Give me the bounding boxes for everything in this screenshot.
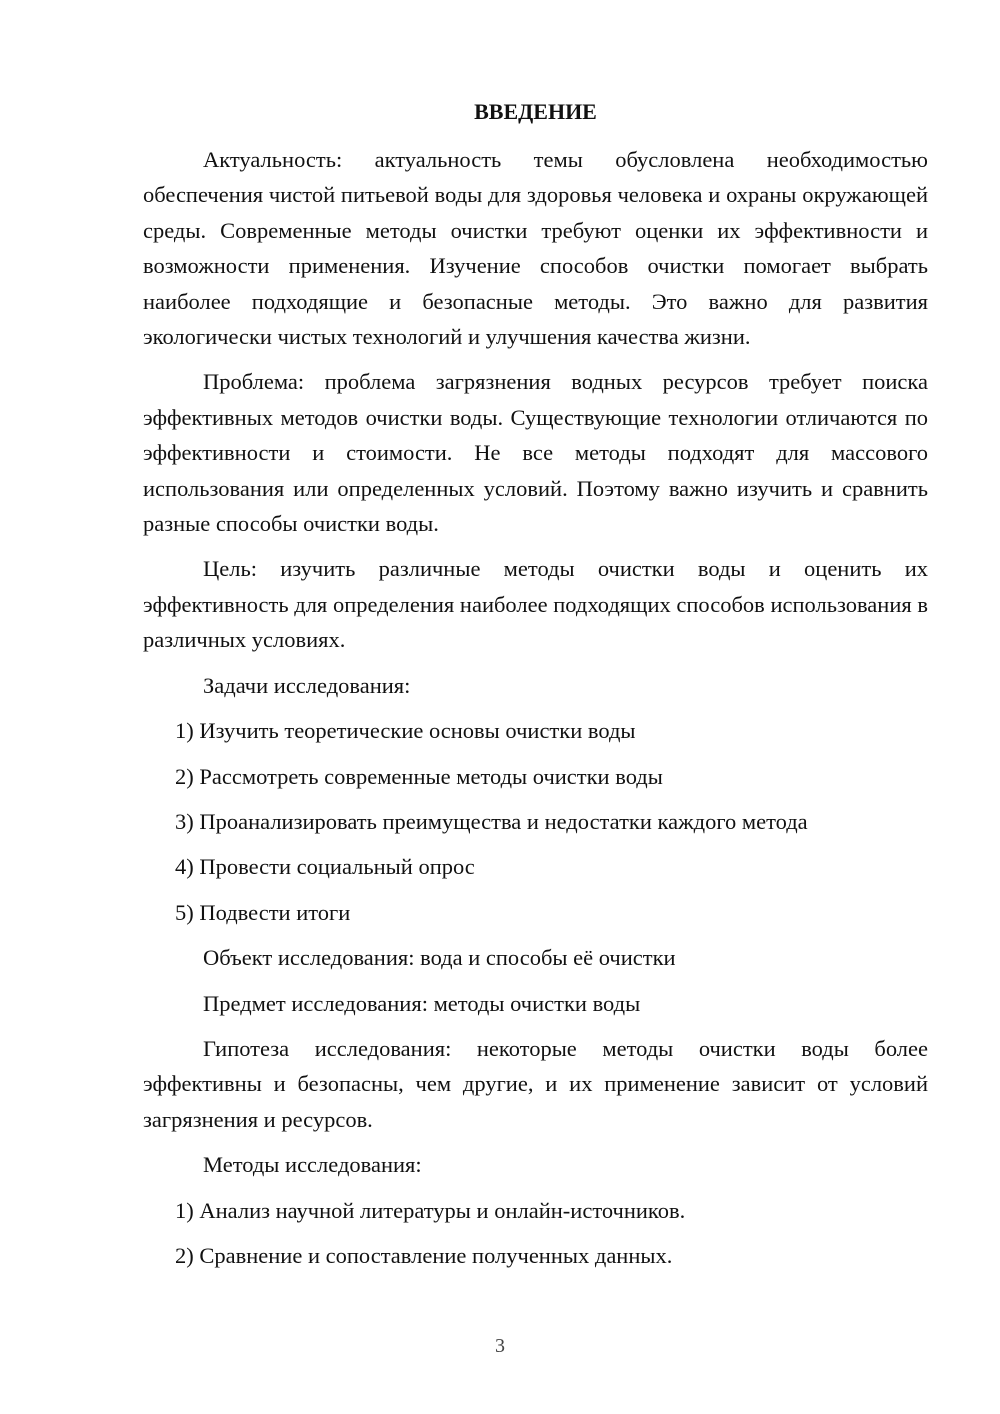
task-item-3: 3) Проанализировать преимущества и недостатки каждого метода — [175, 808, 808, 834]
hypothesis-paragraph: Гипотеза исследования: некоторые методы очистки воды более эффективны и безопасны, чем другие, и их применение зависит от условий загрязнения и ресурсов. — [143, 1035, 928, 1132]
research-subject: Предмет исследования: методы очистки воды — [203, 990, 641, 1016]
task-item-4: 4) Провести социальный опрос — [175, 854, 475, 880]
relevance-paragraph: Актуальность: актуальность темы обусловлена необходимостью обеспечения чистой питьевой воды для здоровья человека и охраны окружающей среды. Современные методы очистки требуют оценки их эффективности и возможности применения. Изучение способов очистки помогает выбрать наиболее подходящие и безопасные методы. Это важно для развития экологически чистых технологий и улучшения качества жизни. — [143, 147, 928, 350]
task-item-1: 1) Изучить теоретические основы очистки воды — [175, 718, 636, 744]
task-item-2: 2) Рассмотреть современные методы очистки воды — [175, 763, 663, 789]
page-title: ВВЕДЕНИЕ — [474, 99, 597, 124]
problem-paragraph: Проблема: проблема загрязнения водных ресурсов требует поиска эффективных методов очистки воды. Существующие технологии отличаются по эффективности и стоимости. Не все методы подходят для массового использования или определенных условий. Поэтому важно изучить и сравнить разные способы очистки воды. — [143, 369, 928, 537]
tasks-heading: Задачи исследования: — [203, 672, 411, 698]
task-item-5: 5) Подвести итоги — [175, 899, 351, 925]
method-item-2: 2) Сравнение и сопоставление полученных данных. — [175, 1242, 673, 1268]
method-item-1: 1) Анализ научной литературы и онлайн-источников. — [175, 1197, 686, 1223]
document-body — [143, 142, 928, 1283]
methods-heading: Методы исследования: — [203, 1152, 422, 1178]
goal-paragraph: Цель: изучить различные методы очистки воды и оценить их эффективность для определения наиболее подходящих способов использования в различных условиях. — [143, 556, 928, 653]
research-object: Объект исследования: вода и способы её очистки — [203, 945, 676, 971]
page-number: 3 — [495, 1335, 505, 1357]
